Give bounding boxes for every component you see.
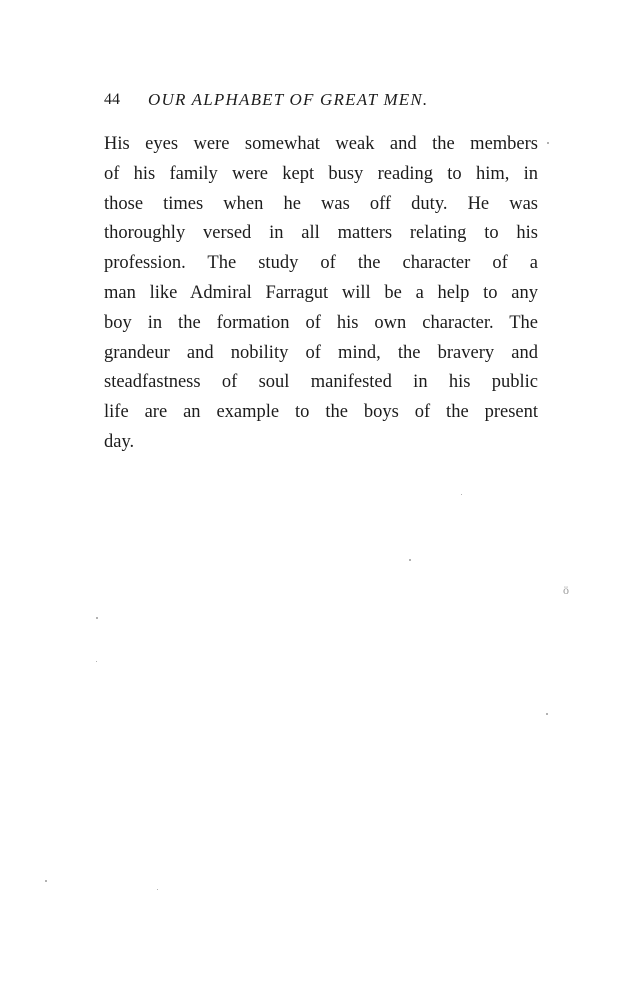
text-line: day. bbox=[104, 431, 135, 452]
paper-speck bbox=[157, 889, 158, 890]
text-line: thoroughly versed in all matters relating to his bbox=[104, 223, 538, 244]
text-line: boy in the formation of his own character. The bbox=[104, 312, 538, 333]
paper-speck bbox=[547, 142, 549, 144]
body-paragraph bbox=[104, 130, 538, 458]
text-line: His eyes were somewhat weak and the members bbox=[104, 134, 538, 154]
text-line: of his family were kept busy reading to him, in bbox=[104, 163, 538, 184]
paper-speck bbox=[546, 713, 548, 715]
paper-speck bbox=[461, 494, 462, 495]
paper-speck bbox=[96, 617, 98, 619]
paper-speck bbox=[409, 559, 411, 561]
text-line: steadfastness of soul manifested in his public bbox=[104, 372, 538, 393]
running-title: OUR ALPHABET OF GREAT MEN. bbox=[148, 90, 429, 109]
text-line: profession. The study of the character of a bbox=[104, 253, 538, 274]
text-line: man like Admiral Farragut will be a help to any bbox=[104, 282, 538, 303]
text-line: grandeur and nobility of mind, the bravery and bbox=[104, 342, 538, 363]
page-number: 44 bbox=[104, 91, 120, 108]
paper-speck bbox=[45, 880, 47, 882]
running-head bbox=[104, 90, 544, 114]
stray-print-mark: ö bbox=[563, 583, 569, 597]
text-line: those times when he was off duty. He was bbox=[104, 193, 538, 214]
text-line: life are an example to the boys of the present bbox=[104, 402, 538, 423]
paper-speck bbox=[96, 661, 97, 662]
